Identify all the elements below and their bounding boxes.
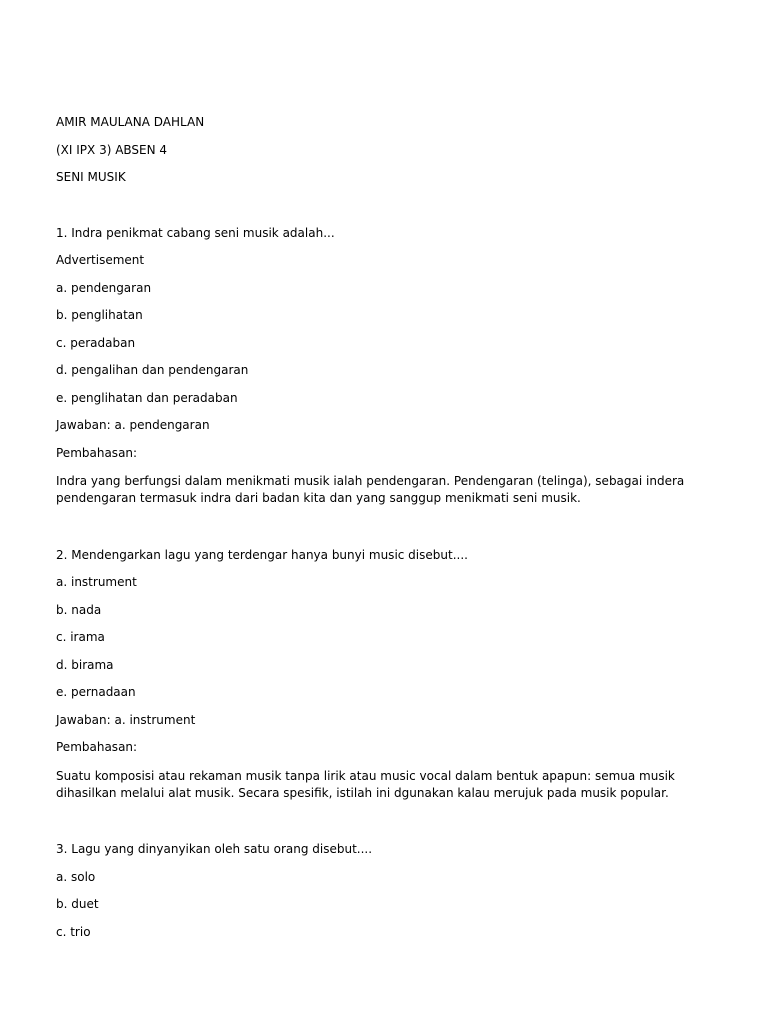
explanation-label: Pembahasan: — [56, 740, 138, 754]
question-block-1 — [56, 226, 716, 508]
option-d: d. birama — [56, 657, 114, 672]
option-c: c. trio — [56, 924, 91, 939]
section-gap — [56, 814, 716, 842]
option-a: a. pendengaran — [56, 280, 152, 295]
section-gap — [56, 520, 716, 548]
option-c: c. peradaban — [56, 335, 136, 350]
subject-title: SENI MUSIK — [56, 170, 126, 184]
option-a: a. solo — [56, 869, 96, 884]
advertisement-label: Advertisement — [56, 253, 145, 267]
option-c: c. irama — [56, 630, 105, 644]
option-b: b. penglihatan — [56, 308, 143, 322]
option-b: b. duet — [56, 897, 99, 911]
question-text: 2. Mendengarkan lagu yang terdengar hanya bunyi music disebut.... — [56, 547, 468, 562]
option-e: e. penglihatan dan peradaban — [56, 390, 238, 405]
section-gap — [56, 198, 716, 226]
answer-text: Jawaban: a. instrument — [56, 712, 196, 727]
explanation-text: Indra yang berfungsi dalam menikmati musik ialah pendengaran. Pendengaran (telinga), sebagai indera pendengaran termasuk indra dari badan kita dan yang sanggup menikmati seni musik. — [56, 474, 685, 505]
document-page — [56, 115, 716, 952]
question-block-3 — [56, 842, 716, 940]
option-a: a. instrument — [56, 575, 137, 589]
question-text: 1. Indra penikmat cabang seni musik adalah... — [56, 225, 335, 240]
explanation-label: Pembahasan: — [56, 445, 138, 460]
class-info: (XI IPX 3) ABSEN 4 — [56, 142, 168, 157]
explanation-text: Suatu komposisi atau rekaman musik tanpa lirik atau music vocal dalam bentuk apapun: semua musik dihasilkan melalui alat musik. Secara spesifik, istilah ini dgunakan kalau merujuk pada musik popular. — [56, 768, 675, 800]
option-d: d. pengalihan dan pendengaran — [56, 363, 249, 377]
student-name: AMIR MAULANA DAHLAN — [56, 115, 205, 129]
option-b: b. nada — [56, 602, 102, 617]
option-e: e. pernadaan — [56, 685, 136, 699]
question-block-2 — [56, 548, 716, 802]
answer-text: Jawaban: a. pendengaran — [56, 418, 210, 432]
question-text: 3. Lagu yang dinyanyikan oleh satu orang disebut.... — [56, 842, 373, 856]
